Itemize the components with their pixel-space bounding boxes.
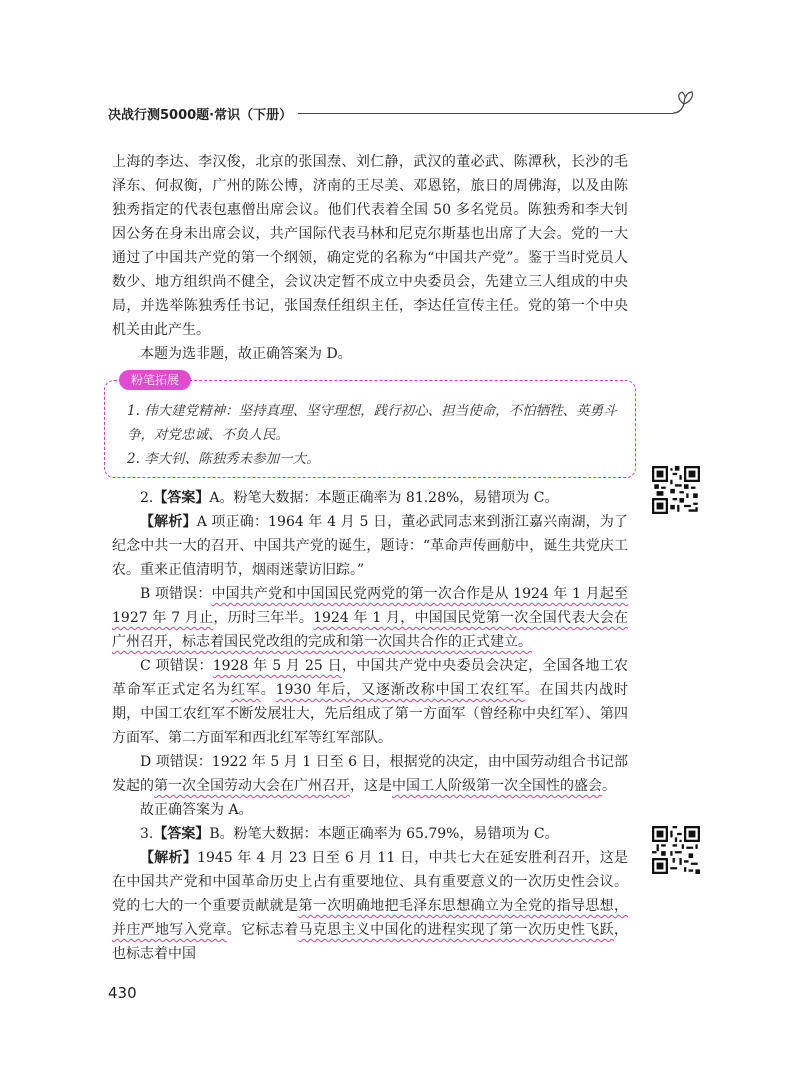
answer-line: 本题为选非题，故正确答案为 D。 [140, 346, 352, 362]
qr-code-icon[interactable] [652, 826, 700, 874]
paragraph-continued: 上海的李达、李汉俊，北京的张国焘、刘仁静，武汉的董必武、陈潭秋，长沙的毛泽东、何叔衡，广州的陈公博，济南的王尽美、邓恩铭，旅日的周佛海，以及由陈独秀指定的代表包惠僧出席会议。他们代表着全国 50 多名党员。陈独秀和李大钊因公务在身未出席会议，共产国际代表马林和尼克尔斯基也出席了大会。党的一大通过了中国共产党的第一个纲领，确定党的名称为“中国共产党”。鉴于当时党员人数少、地方组织尚不健全，会议决定暂不成立中央委员会，先建立三人组成的中央局，并选举陈独秀任书记，张国焘任组织主任，李达任宣传主任。党的第一个中央机关由此产生。 [112, 154, 628, 338]
extension-box [104, 373, 636, 478]
running-header [108, 104, 718, 134]
extension-item: 2. 李大钊、陈独秀未参加一大。 [127, 451, 320, 467]
qr-code-icon[interactable] [652, 466, 700, 514]
q3-answer: 3.【答案】B。粉笔大数据：本题正确率为 65.79%，易错项为 C。 [140, 826, 559, 842]
q2-analysis-a: 【解析】A 项正确：1964 年 4 月 5 日，董必武同志来到浙江嘉兴南湖，为了纪念中共一大的召开、中国共产党的诞生，题诗：“革命声传画舫中，诞生共党庆工农。重来正值清明节，烟雨迷蒙访旧踪。” [112, 514, 628, 578]
q2-analysis-d: D 项错误：1922 年 5 月 1 日至 6 日，根据党的决定，由中国劳动组合书记部发起的第一次全国劳动大会在广州召开，这是中国工人阶级第一次全国性的盛会。 [112, 754, 628, 794]
q2-answer: 2.【答案】A。粉笔大数据：本题正确率为 81.28%，易错项为 C。 [140, 490, 559, 506]
q2-analysis-b: B 项错误：中国共产党和中国国民党两党的第一次合作是从 1924 年 1 月起至 1927 年 7 月止，历时三年半。1924 年 1 月，中国国民党第一次全国代表大会在广州召开，标志着国民党改组的完成和第一次国共合作的正式建立。 [112, 586, 629, 650]
q2-final: 故正确答案为 A。 [140, 802, 253, 818]
q3-analysis: 【解析】1945 年 4 月 23 日至 6 月 11 日，中共七大在延安胜利召开，这是在中国共产党和中国革命历史上占有重要地位、具有重要意义的一次历史性会议。党的七大的一个重要贡献就是第一次明确地把毛泽东思想确立为全党的指导思想，并庄严地写入党章。它标志着马克思主义中国化的进程实现了第一次历史性飞跃，也标志着中国 [112, 850, 629, 962]
extension-label: 粉笔拓展 [119, 370, 191, 390]
header-title: 决战行测5000题·常识（下册） [108, 104, 298, 123]
extension-item: 1. 伟大建党精神：坚持真理、坚守理想，践行初心、担当使命，不怕牺牲、英勇斗争，对党忠诚、不负人民。 [127, 403, 617, 443]
q2-analysis-c: C 项错误：1928 年 5 月 25 日，中国共产党中央委员会决定，全国各地工农革命军正式定名为红军。1930 年后，又逐渐改称中国工农红军。在国共内战时期，中国工农红军不断发展壮大，先后组成了第一方面军（曾经称中央红军）、第四方面军、第二方面军和西北红军等红军部队。 [112, 658, 629, 746]
page-number: 430 [108, 984, 137, 1002]
main-content [112, 150, 628, 966]
sprout-icon [668, 86, 708, 116]
